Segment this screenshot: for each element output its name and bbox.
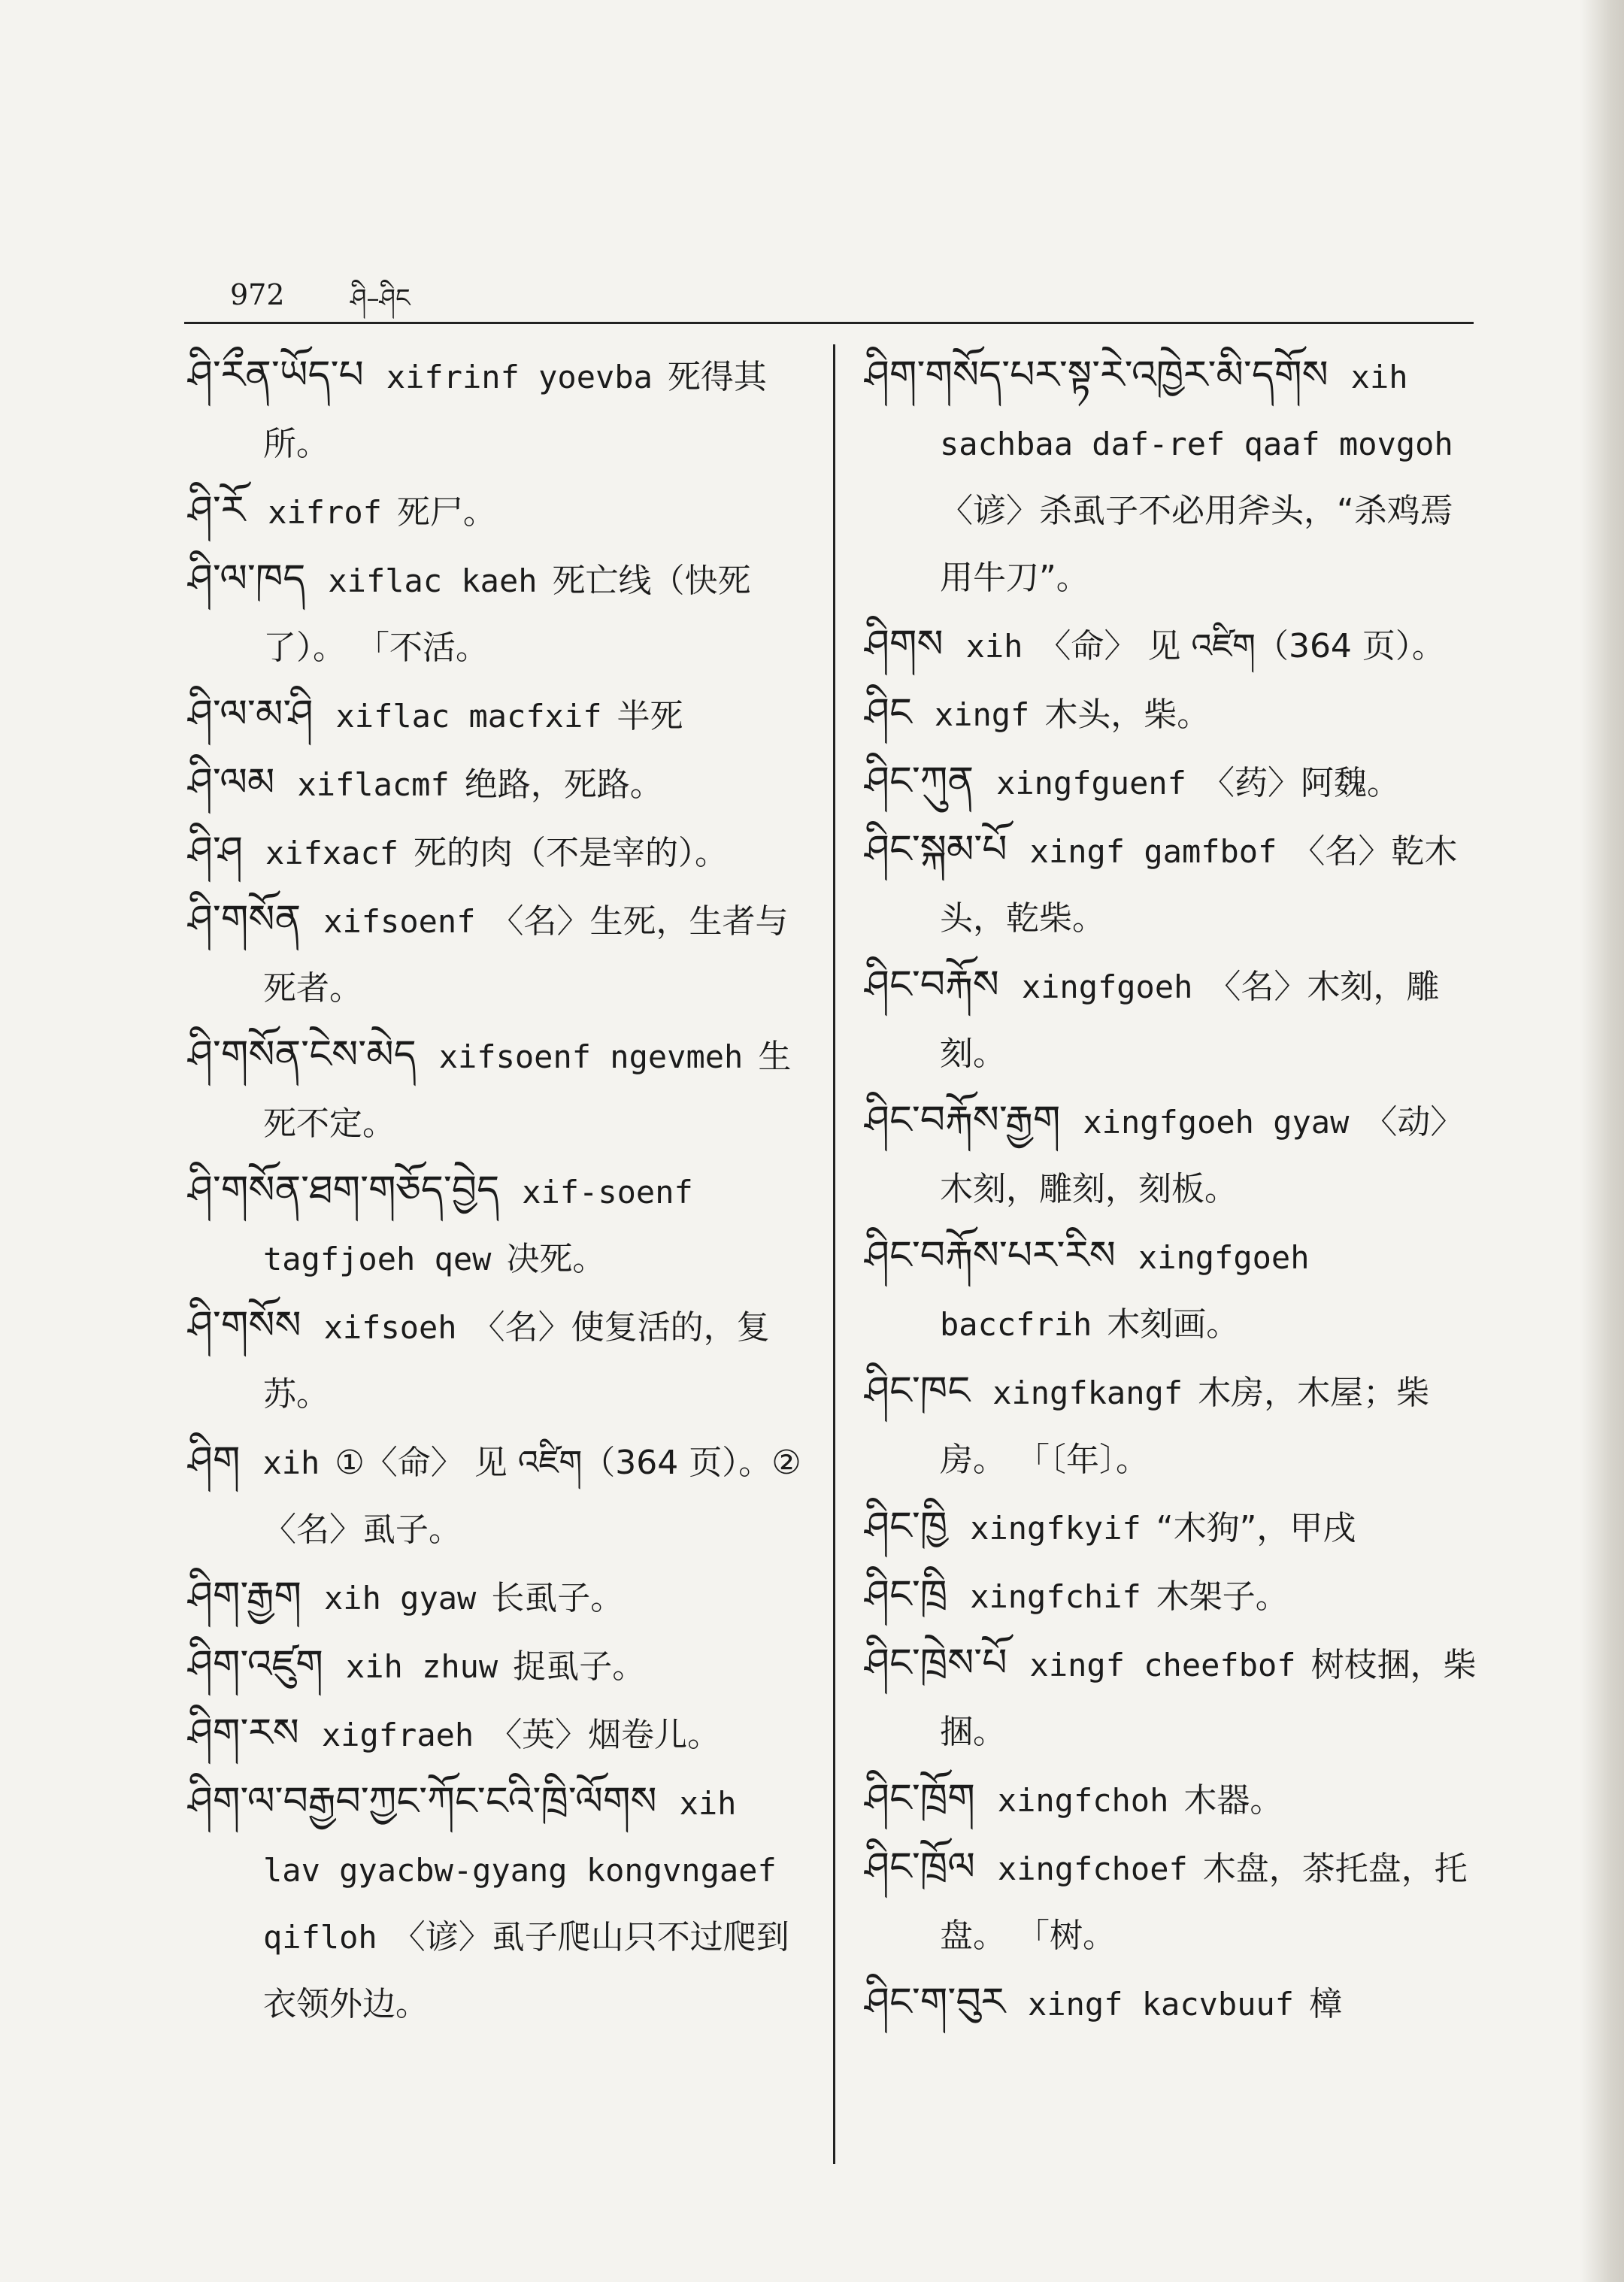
entry-romanization: xingfchoef [997,1850,1188,1887]
entry-romanization: xingfgoeh gyaw [1083,1104,1350,1141]
entry-romanization: xingf cheefbof [1029,1647,1296,1683]
page-number: 972 [230,278,285,311]
entry-romanization: xih [262,1444,320,1481]
entry-gloss: 半死 [617,697,683,735]
entry-headword: ཤིང་བརྐོས [865,962,999,1008]
entry-gloss: 木刻画。 [1107,1305,1240,1344]
entry-romanization: xingfchif [970,1578,1141,1615]
dictionary-entry [865,1834,1477,1969]
entry-romanization: xingf kacvbuuf [1028,1986,1295,2023]
entry-headword: ཤི་ཤ [188,829,244,874]
dictionary-entry [188,750,804,818]
entry-gloss: 树枝捆，柴捆。 [940,1646,1477,1751]
dictionary-entry [188,342,804,477]
dictionary-entry [865,1493,1477,1562]
entry-romanization: xih lav gyacbw-gyang kongvngaef qifloh [263,1785,777,1956]
dictionary-entry [188,1700,804,1768]
entry-headword: ཤིག་ལ་བརྒྱབ་ཀྱང་ཀོང་ངའི་ཁྲི་ལོགས [188,1779,657,1824]
dictionary-entry [188,1632,804,1700]
entry-headword: ཤིང་བརྐོས་པར་རིས [865,1233,1116,1278]
entry-gloss: 死尸。 [396,493,496,532]
entry-gloss: 木架子。 [1156,1577,1289,1616]
entry-gloss: “木狗”，甲戌 [1156,1509,1356,1547]
entry-headword: ཤིང་ག་བུར [865,1980,1006,2025]
entry-headword: ཤིང་ཁྲེས་པོ [865,1641,1007,1686]
entry-gloss: 〈名〉生死，生者与死者。 [263,902,789,1008]
entry-headword: ཤི་གསོན [188,897,301,942]
entry-romanization: xifsoeh [323,1309,457,1346]
entry-gloss: ①〈命〉 见 འཛིག（364 页）。②〈名〉虱子。 [263,1444,801,1549]
dictionary-entry [188,818,804,886]
dictionary-entry [865,680,1477,748]
entry-gloss: 长虱子。 [491,1579,624,1617]
entry-headword: ཤི་གསོས [188,1303,301,1348]
dictionary-entry [865,748,1477,817]
entry-romanization: xifsoenf ngevmeh [438,1038,744,1075]
entry-headword: ཤིང་ཁྲོག [865,1776,975,1821]
entry-romanization: xigfraeh [321,1717,474,1753]
entry-headword: ཤིག་རྒྱག [188,1574,302,1619]
entry-headword: ཤི་རྀན་ཡོད་པ [188,353,364,398]
column-divider [833,344,835,2164]
entry-gloss: 〈谚〉虱子爬山只不过爬到衣领外边。 [263,1918,789,2023]
entry-gloss: 〈命〉 见 འཛིག（364 页）。 [1038,627,1445,665]
dictionary-entry [865,1969,1477,2038]
dictionary-entry [865,342,1477,611]
entry-headword: ཤི་གསོན་ཐག་གཅོད་བྱེད [188,1168,500,1213]
entry-romanization: xingfkangf [992,1374,1183,1411]
dictionary-entry [188,886,804,1022]
scan-edge [1580,0,1624,2282]
dictionary-entry [188,1768,804,2038]
entry-headword: ཤིང་སྐམ་པོ [865,827,1007,872]
entry-gloss: 〈英〉烟卷儿。 [489,1716,721,1754]
entry-romanization: xifsoenf [323,903,476,940]
entry-headword: ཤི་ལ་ཁད [188,556,306,602]
entry-gloss: 捉虱子。 [513,1647,646,1686]
dictionary-entry [188,1428,804,1563]
entry-headword: ཤིང་ཁང [865,1368,971,1414]
dictionary-entry [188,546,804,681]
entry-romanization: xih gyaw [324,1580,477,1617]
dictionary-entry [188,1293,804,1428]
entry-romanization: xingf gamfbof [1029,833,1277,870]
entry-headword: ཤིག [188,1438,241,1483]
entry-gloss: 决死。 [506,1240,606,1278]
entry-gloss: 〈药〉阿魏。 [1201,764,1400,802]
entry-gloss: 绝路，死路。 [464,765,663,804]
entry-romanization: xih zhuw [345,1648,498,1685]
entry-gloss: 〈谚〉杀虱子不必用斧头，“杀鸡焉用牛刀”。 [940,492,1453,597]
entry-romanization: xiflac kaeh [328,562,538,599]
dictionary-entry [865,1358,1477,1493]
entry-romanization: xifrinf yoevba [386,359,653,395]
entry-romanization: xifxacf [265,835,399,871]
entry-headword: ཤིང་ཁྲོལ [865,1844,975,1890]
dictionary-entry [865,611,1477,680]
entry-headword: ཤི་ལམ [188,760,275,805]
entry-headword: ཤིག་རས [188,1711,299,1756]
dictionary-entry [865,1562,1477,1630]
entry-gloss: 死亡线（快死了）。 「不活。 [263,562,751,667]
dictionary-entry [865,1223,1477,1358]
entry-headword: ཤི་ལ་མ་ཤི [188,692,314,737]
entry-headword: ཤིང [865,690,912,735]
entry-romanization: xih sachbaa daf-ref qaaf movgoh [940,359,1453,462]
entry-headword: ཤིང་བརྐོས་རྒྱག [865,1098,1061,1143]
dictionary-entry [188,1157,804,1293]
dictionary-entry [188,681,804,750]
entry-romanization: xingfguenf [996,765,1186,802]
entry-romanization: xif-soenf tagfjoeh qew [263,1174,693,1277]
entry-romanization: xingfgoeh [1021,968,1193,1005]
entry-romanization: xingf [934,696,1030,733]
entry-headword: ཤིགས [865,622,944,667]
entry-romanization: xingfchoh [997,1782,1169,1819]
dictionary-entry [188,477,804,546]
dictionary-entry [865,952,1477,1087]
entry-headword: ཤིང་ཀུན [865,759,974,804]
entry-headword: ཤི་རོ [188,488,246,533]
entry-headword: ཤི་གསོན་ངེས་མེད [188,1032,417,1077]
entry-gloss: 木盘，茶托盘，托盘。 「树。 [940,1850,1468,1955]
entry-headword: ཤིག་གསོད་པར་སྟ་རེ་འཁྱེར་མི་དགོས [865,353,1329,398]
dictionary-entry [865,817,1477,952]
entry-gloss: 木头，柴。 [1044,696,1210,734]
entry-gloss: 生死不定。 [263,1038,792,1143]
running-head: ཤི–ཤིང [350,283,411,314]
dictionary-entry [865,1630,1477,1765]
entry-romanization: xingfgoeh baccfrih [940,1239,1310,1343]
entry-romanization: xifrof [268,494,382,531]
entry-gloss: 樟 [1309,1985,1343,2023]
entry-gloss: 死的肉（不是宰的）。 [414,834,729,872]
dictionary-entry [865,1087,1477,1223]
dictionary-entry [188,1563,804,1632]
dictionary-entry [865,1765,1477,1834]
entry-gloss: 木器。 [1183,1781,1283,1820]
entry-headword: ཤིང་ཁྱི [865,1504,948,1549]
header-rule [184,322,1474,324]
entry-gloss: 〈名〉木刻，雕刻。 [940,968,1440,1073]
right-column [865,342,1477,2038]
left-column [188,342,804,2038]
entry-gloss: 〈动〉木刻，雕刻，刻板。 [940,1103,1464,1208]
entry-gloss: 〈名〉乾木头，乾柴。 [940,832,1458,938]
dictionary-entry [188,1022,804,1157]
entry-romanization: xih [965,628,1023,665]
entry-romanization: xiflacmf [297,766,450,803]
entry-romanization: xingfkyif [970,1510,1141,1547]
entry-gloss: 死得其所。 [263,358,767,463]
entry-gloss: 〈名〉使复活的，复苏。 [263,1308,770,1414]
entry-headword: ཤིག་འཛུག [188,1642,323,1687]
entry-gloss: 木房，木屋；柴房。 「〔年〕。 [940,1374,1430,1479]
entry-headword: ཤིང་ཁྲི [865,1572,948,1617]
entry-romanization: xiflac macfxif [335,698,602,735]
